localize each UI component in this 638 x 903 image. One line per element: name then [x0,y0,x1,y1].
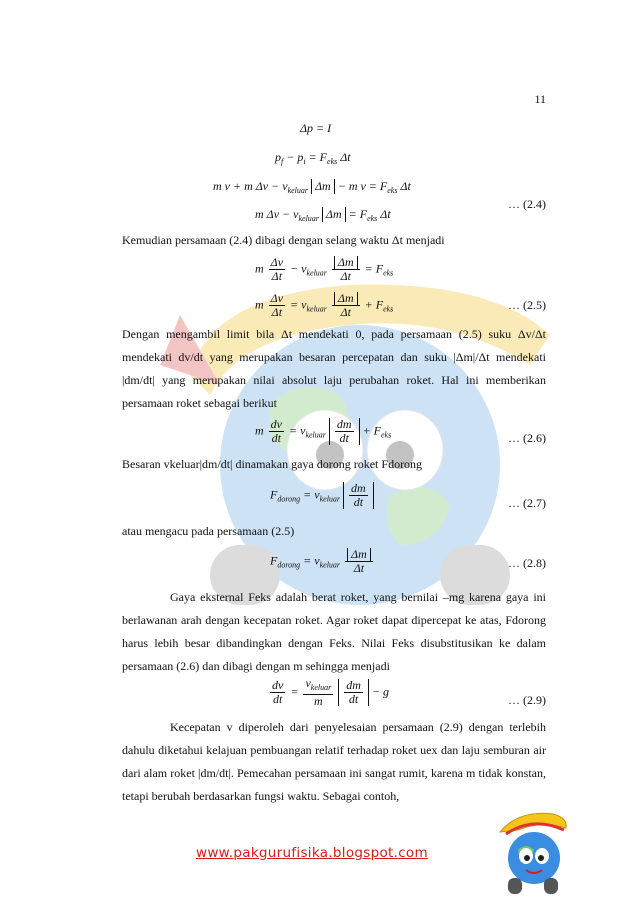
equation-divided: m $\frac{\Delta v}{\Delta t}$ − $v_{keluar}$ $\frac{\Delta m}{\Delta t}$ = $F_{eks}$ [255,255,394,283]
equation-number-2-4: … (2.4) [508,197,546,211]
equation-2-7: $F_{dorong} = v_{keluar}$ $\frac{dm}{dt}$ [270,482,374,509]
equation-2-9: $\frac{dv}{dt}$ = $\frac{v_{keluar}}{m}$ $\frac{dm}{dt}$ − g [272,676,389,708]
paragraph-divide: Kemudian persamaan (2.4) dibagi dengan selang waktu Δt menjadi [122,233,445,247]
equation-number-2-6: … (2.6) [508,431,546,445]
earth-mascot-icon [498,808,568,896]
equation-impulse: Δp = I [300,121,332,135]
paragraph-refer: atau mengacu pada persamaan (2.5) [122,524,295,538]
paragraph-limit: Dengan mengambil limit bila Δt mendekati 0, pada persamaan (2.5) suku Δv/Δt mendekati dv/dt yang merupakan besaran percepatan dan suku |Δm|/Δt mendekati |dm/dt| yang merupakan nilai absolut laju perubahan roket. Hal ini memberikan persamaan roket sebagai berikut [122,327,546,410]
equation-number-2-8: … (2.8) [508,556,546,570]
equation-momentum-change: $p_f - p_i = F_{eks}$ Δt [275,150,351,166]
equation-momentum-expanded: m v + m $\Delta v - v_{keluar}$ Δm − m $v = F_{eks}$ Δt [213,179,411,195]
equation-number-2-5: … (2.5) [508,298,546,312]
equation-2-6: m $\frac{dv}{dt}$ = $v_{keluar}$ $\frac{dm}{dt}$ + $F_{eks}$ [255,417,392,445]
equation-2-8: $F_{dorong} = v_{keluar}$ $\frac{\Delta m}{\Delta t}$ [270,548,375,575]
page-number: 11 [534,92,546,106]
paragraph-thrust-definition: Besaran vkeluar|dm/dt| dinamakan gaya dorong roket Fdorong [122,457,423,471]
equation-number-2-9: … (2.9) [508,693,546,707]
equation-number-2-7: … (2.7) [508,496,546,510]
paragraph-external-force: Gaya eksternal Feks adalah berat roket, yang bernilai –mg karena gaya ini berlawanan arah dengan kecepatan roket. Agar roket dapat dipercepat ke atas, Fdorong harus lebih besar dibandingkan dengan Feks. Nilai Feks disubstitusikan ke dalam persamaan (2.6) dan dibagi dengan m sehingga menjadi [122,590,546,673]
paragraph-velocity: Kecepatan v diperoleh dari penyelesaian persamaan (2.9) dengan terlebih dahulu diketahui kelajuan pembuangan relatif terhadap roket uex dan laju semburan air dari alam roket |dm/dt|. Pemecahan persamaan ini sangat rumit, karena m tidak konstan, tetapi berubah berdasarkan fungsi waktu. Sebagai contoh, [122,720,546,803]
equation-2-4: m $\Delta v - v_{keluar}$ $\Delta m = F_{eks}$ Δt [255,207,391,223]
blog-link[interactable]: www.pakgurufisika.blogspot.com [196,845,428,861]
equation-2-5: m $\frac{\Delta v}{\Delta t}$ = $v_{keluar}$ $\frac{\Delta m}{\Delta t}$ + $F_{eks}$ [255,291,394,319]
